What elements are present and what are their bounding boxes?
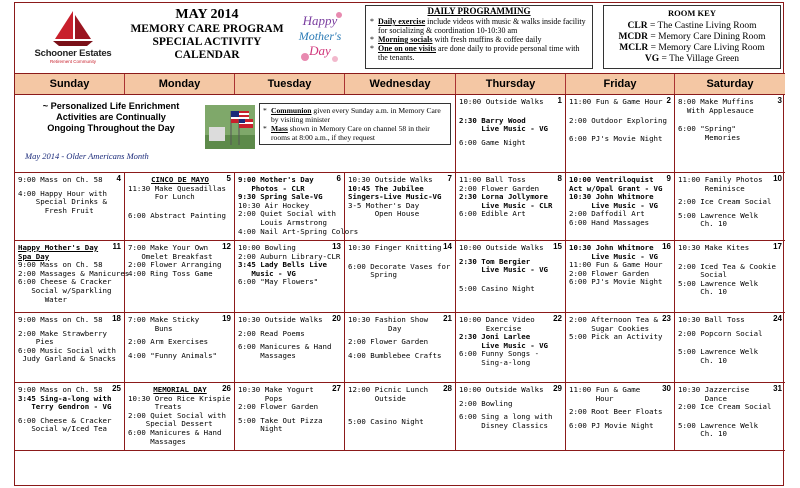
activity-line: 2:00 Outdoor Exploring [569,115,667,125]
sailboat-icon [51,9,95,47]
day-number: 17 [773,242,782,251]
activity-line: 2:00 Flower Garden [459,183,540,193]
activity-line: 2:00 Massages & Manicures [18,268,130,278]
day-cell [345,173,456,241]
activity-line: 10:00 Bowling [238,243,296,252]
room-desc: The Castine Living Room [657,21,757,31]
activity-line: 11:00 Fun & Game Hour [569,260,663,270]
activity-line: Terry Gendron - VG [18,402,112,412]
day-cell [566,173,675,241]
activity-line: 4:00 Nail Art-Spring Colors [238,226,359,236]
room-code: CLR [627,21,648,31]
activity-line: 5:00 Take Out Pizza [238,415,323,425]
week-row [15,173,785,241]
activity-line: 9:30 Spring Sale-VG [238,192,323,202]
room-desc: Memory Care Dining Room [658,32,766,42]
day-cell [345,383,456,451]
activity-line: Happy Mother's Day [18,243,99,252]
activity-line: 9:00 Mass on Ch. 58 [18,175,103,184]
activity-line: 2:30 Lorna Jollymore [459,192,548,202]
activity-line: 10:30 Fashion Show [348,315,429,324]
activity-line: 10:30 Ball Toss [678,315,745,324]
day-number: 1 [557,96,562,105]
day-cell [675,313,785,383]
activity-line: 6:00 Game Night [459,137,526,147]
activity-line: 2:30 Joni Larlee [459,332,531,342]
activity-line: 5:00 Casino Night [459,283,535,293]
day-cell [125,241,235,313]
day-cell [566,383,675,451]
daily-item-label: Morning socials [378,35,433,44]
activity-line: Live Music - VG [569,251,658,261]
activity-line: Live Music - VG [569,200,658,210]
day-cell [235,313,345,383]
activity-line: 2:00 Auburn Library-CLR [238,251,341,261]
flag-memorial-icon [205,105,255,149]
title-block [123,7,291,62]
weekday-friday: Friday [566,74,675,94]
daily-item-text: include videos with music & walks inside facility for socializing & coordination 10-10:30 am [378,17,586,35]
activity-line: 10:00 Outside Walks [459,243,544,252]
activity-line: 11:00 Fun & Game [569,385,641,394]
activity-line: 10:00 Outside Walks [459,385,544,394]
activity-line: CINCO DE MAYO [151,175,209,184]
day-cell [456,383,566,451]
activity-line: Massages [238,350,296,360]
day-number: 21 [443,314,452,323]
activity-line: 5:00 Pick an Activity [569,332,663,342]
enrichment-heading [21,101,201,134]
room-key-title: ROOM KEY [668,8,716,18]
day-cell [15,313,125,383]
room-key-row: CLR = The Castine Living Room [627,21,757,31]
daily-item: * One on one visits are done daily to provide personal time with the tenants. [370,44,580,62]
activity-line: 10:30 Jazzercise [678,385,750,394]
communion-text: given every Sunday a.m. in Memory Care by visiting minister [271,106,441,124]
banner-line: ~ Personalized Life Enrichment [42,101,180,111]
day-number: 6 [336,174,341,183]
activity-line: Judy Garland & Snacks [18,354,116,364]
activity-line: Day [348,323,402,333]
day-number: 4 [116,174,121,183]
room-desc: Memory Care Living Room [658,43,765,53]
activity-line: 5:00 Lawrence Welk [678,347,759,357]
weekday-thursday: Thursday [456,74,566,94]
activity-line: Massages [128,436,186,446]
mday-line-1: Happy [302,13,338,28]
activity-line: Treats [128,402,182,412]
day-cell [675,241,785,313]
activity-line: Photos - CLR [238,183,305,193]
activity-line: 10:00 Ventriloquist [569,175,654,184]
day-cell [675,173,785,241]
room-key-row: VG = The Village Green [644,54,740,64]
activity-line: 4:00 "Funny Animals" [128,350,217,360]
activity-line: 9:00 Mass on Ch. 58 [18,260,103,270]
activity-line: 2:00 Flower Garden [238,402,319,412]
activity-line: Disney Classics [459,420,548,430]
day-cell [456,241,566,313]
day-number: 30 [662,384,671,393]
activity-line: 2:00 Daffodil Art [569,209,645,219]
day-number: 20 [332,314,341,323]
activity-line: 2:00 Afternoon Tea & [569,315,658,324]
activity-line: Act w/Opal Grant - VG [569,183,663,193]
room-key-row: MCDR = Memory Care Dining Room [618,32,766,42]
day-number: 22 [553,314,562,323]
daily-programming-box [365,5,593,69]
daily-item: * Daily exercise include videos with music & walks inside facility for socializing & coordination 10-10:30 am [370,17,586,35]
day-cell [125,313,235,383]
communion-label: Communion [271,106,312,115]
day-cell [235,173,359,241]
day-cell [125,383,235,451]
day-number: 5 [226,174,231,183]
day-number: 29 [553,384,562,393]
activity-line: 10:30 Air Hockey [238,200,310,210]
activity-line: 2:00 Flower Garden [569,268,650,278]
room-key-box [603,5,781,69]
day-number: 7 [447,174,452,183]
day-number: 13 [332,242,341,251]
activity-line: 5:00 Lawrence Welk [678,420,759,430]
day-cell [456,95,566,173]
day-cell [456,173,566,241]
room-desc: The Village Green [669,54,740,64]
activity-line: Sugar Cookies [569,323,650,333]
activity-line: 10:30 Outside Walks [238,315,323,324]
schooner-logo [23,9,123,69]
day-number: 8 [557,174,562,183]
activity-line: 2:00 Read Poems [238,328,305,338]
day-number: 3 [777,96,782,105]
activity-line: Memories [678,132,741,142]
activity-line: Live Music - CLR [459,200,553,210]
activity-line: 9:00 Mother's Day [238,175,314,184]
activity-line: 10:30 Outside Walks [348,175,433,184]
activity-line: 10:30 Oreo Rice Krispie [128,393,231,403]
activity-line: Pies [18,337,54,347]
activity-line: 3:45 Lady Bells Live [238,260,327,270]
logo-subtitle: Retirement Community [49,59,96,64]
activity-line: 2:00 Make Strawberry [18,328,107,338]
title-line-3: CALENDAR [174,49,240,61]
activity-line: Outside [348,393,406,403]
weekday-wednesday: Wednesday [345,74,456,94]
activity-line: 6:00 Decorate Vases for [348,261,451,271]
daily-item-label: Daily exercise [378,17,426,26]
activity-line: Hour [569,393,614,403]
day-cell [235,241,345,313]
activity-line: MEMORIAL DAY [153,385,207,394]
activity-line: Live Music - VG [459,124,548,134]
activity-line: 2:00 Flower Arranging [128,260,222,270]
weekday-monday: Monday [125,74,235,94]
activity-line: 2:00 Quiet Social with [238,209,336,219]
day-number: 9 [666,174,671,183]
activity-line: 8:00 Make Muffins [678,97,754,106]
room-code: VG [644,54,660,64]
weekday-header [15,73,785,95]
activity-line: Ch. 10 [678,429,727,439]
mothers-day-art [295,7,345,67]
day-number: 25 [112,384,121,393]
banner-line: Ongoing Throughout the Day [47,123,175,133]
day-cell [15,241,130,313]
activity-line: 3-5 Mother's Day [348,200,420,210]
activity-line: 6:00 PJ's Movie Night [569,134,663,144]
activity-line: Pops [238,393,283,403]
activity-line: 2:00 Ice Cream Social [678,197,772,207]
week-row [15,313,785,383]
older-americans-subtitle: May 2014 - Older Americans Month [25,151,149,161]
activity-line: For Lunch [128,192,195,202]
day-number: 19 [222,314,231,323]
day-cell [566,241,675,313]
activity-line: 11:00 Fun & Game Hour [569,97,663,106]
room-code: MCLR [619,43,649,53]
activity-line: 6:00 Manicures & Hand [238,342,332,352]
calendar-page [14,2,784,486]
activity-line: 6:00 "May Flowers" [238,277,319,287]
activity-line: Social w/Sparkling [18,285,112,295]
activity-line: Omelet Breakfast [128,251,213,261]
activity-line: 11:30 Make Quesadillas [128,183,226,193]
title-line-1: MEMORY CARE PROGRAM [130,23,284,35]
activity-line: Live Music - VG [459,340,548,350]
day-number: 27 [332,384,341,393]
activity-line: 10:00 Dance Video [459,315,535,324]
banner-line: Activities are Continually [56,112,166,122]
activity-line: Spa Day [18,251,50,261]
activity-line: 2:00 Iced Tea & Cookie [678,261,776,271]
activity-line: 5:00 Lawrence Welk [678,210,759,220]
activity-line: 11:00 Family Photos [678,175,763,184]
activity-line: 10:30 Finger Knitting [348,243,442,252]
activity-line: 2:00 Flower Garden [348,337,429,347]
month-title: MAY 2014 [175,7,239,22]
title-line-2: SPECIAL ACTIVITY [152,36,262,48]
day-number: 11 [112,242,121,251]
activity-line: Louis Armstrong [238,217,327,227]
activity-line: 12:00 Picnic Lunch [348,385,429,394]
header [15,3,785,73]
day-cell [125,173,235,241]
activity-line: 4:00 Ring Toss Game [128,268,213,278]
activity-line: Live Music - VG [459,265,548,275]
activity-line: 6:00 Abstract Painting [128,210,226,220]
day-cell [15,383,125,451]
activity-line: 5:00 Lawrence Welk [678,278,759,288]
activity-line: 6:00 Hand Massages [569,217,650,227]
activity-line: Ch. 10 [678,287,727,297]
weekday-tuesday: Tuesday [235,74,345,94]
daily-item: * Morning socials with fresh muffins & coffee daily [370,35,542,44]
day-cell [566,313,675,383]
day-cell [345,313,456,383]
week-row [15,383,785,451]
activity-line: 6:00 PJ Movie Night [569,420,654,430]
daily-item-text: are done daily to provide personal time with the tenants. [378,44,580,62]
activity-line: 6:00 Cheese & Cracker [18,415,112,425]
day-number: 12 [222,242,231,251]
mday-line-3: Day [309,43,331,58]
activity-line: Exercise [459,323,522,333]
activity-line: Reminisce [678,183,745,193]
activity-line: Sing-a-long [459,357,531,367]
mass-text: shown in Memory Care on channel 58 in their rooms at 8:00 a.m., if they request [271,124,430,142]
activity-line: Water [18,294,67,304]
activity-line: 6:00 Sing a long with [459,412,553,422]
day-cell [15,173,125,241]
activity-line: Special Dessert [128,419,213,429]
activity-line: Spring [348,270,397,280]
activity-line: 6:00 "Spring" [678,124,736,134]
activity-line: 2:30 Barry Wood [459,115,526,125]
day-number: 18 [112,314,121,323]
activity-line: Special Drinks & [18,197,107,207]
calendar-grid [15,95,785,451]
activity-line: 2:00 Bowling [459,398,513,408]
day-number: 23 [662,314,671,323]
day-number: 16 [662,242,671,251]
daily-programming-title: DAILY PROGRAMMING [427,6,531,16]
activity-line: Ch. 10 [678,355,727,365]
activity-line: 6:00 Manicures & Hand [128,427,222,437]
activity-line: Music - VG [238,268,296,278]
activity-line: Night [238,424,283,434]
activity-line: 3:45 Sing-a-long with [18,393,112,403]
activity-line: 7:00 Make Your Own [128,243,209,252]
weekday-sunday: Sunday [15,74,125,94]
day-number: 14 [443,242,452,251]
activity-line: 4:00 Happy Hour with [18,188,107,198]
flower-icon [295,7,345,67]
logo-name: Schooner Estates [34,48,112,59]
activity-line: 10:45 The Jubilee [348,183,424,193]
communion-mass-box: * Communion given every Sunday a.m. in Memory Care by visiting minister * Mass shown in Memory Care on channel 58 in their rooms at 8:00 a.m., if they request [259,103,451,145]
day-number: 26 [222,384,231,393]
day-cell [566,95,675,173]
day-cell [456,313,566,383]
activity-line: 6:00 Music Social with [18,345,116,355]
activity-line: 5:00 Casino Night [348,417,424,427]
room-code: MCDR [618,32,649,42]
mass-label: Mass [271,124,288,133]
activity-line: 6:00 Cheese & Cracker [18,277,112,287]
activity-line: 10:30 John Whitmore [569,192,654,202]
activity-line: With Applesauce [678,105,754,115]
activity-line: 10:30 Make Yogurt [238,385,314,394]
activity-line: Social w/Iced Tea [18,424,107,434]
activity-line: 2:00 Root Beer Floats [569,407,663,417]
activity-line: 7:00 Make Sticky [128,315,200,324]
info-banner [15,95,456,173]
activity-line: 2:00 Popcorn Social [678,328,763,338]
activity-line: 4:00 Bumblebee Crafts [348,350,442,360]
activity-line: 2:00 Arm Exercises [128,337,209,347]
daily-item-label: One on one visits [378,44,437,53]
activity-line: Open House [348,209,420,219]
day-number: 10 [773,174,782,183]
activity-line: Social [678,270,727,280]
activity-line: 9:00 Mass on Ch. 58 [18,385,103,394]
mday-line-2: Mother's [298,29,342,43]
daily-item-text: with fresh muffins & coffee daily [432,35,542,44]
week-row [15,95,785,173]
day-cell [675,383,785,451]
activity-line: 2:00 Ice Cream Social [678,402,772,412]
day-number: 28 [443,384,452,393]
activity-line: 2:30 Tom Bergier [459,256,531,266]
activity-line: Singers-Live Music-VG [348,192,442,202]
day-number: 15 [553,242,562,251]
activity-line: 10:30 John Whitmore [569,243,654,252]
week-row [15,241,785,313]
day-number: 2 [666,96,671,105]
activity-line: 2:00 Quiet Social with [128,410,226,420]
day-cell [345,241,456,313]
room-key-row: MCLR = Memory Care Living Room [619,43,765,53]
activity-line: 6:00 Edible Art [459,209,526,219]
activity-line: 9:00 Mass on Ch. 58 [18,315,103,324]
activity-line: 10:30 Make Kites [678,243,750,252]
day-number: 24 [773,314,782,323]
day-cell [235,383,345,451]
activity-line: 11:00 Ball Toss [459,175,526,184]
activity-line: 6:00 PJ's Movie Night [569,277,663,287]
weekday-saturday: Saturday [706,78,754,90]
activity-line: Buns [128,323,173,333]
activity-line: Dance [678,393,727,403]
activity-line: Ch. 10 [678,219,727,229]
day-number: 31 [773,384,782,393]
day-cell [675,95,785,173]
activity-line: 6:00 Funny Songs - [459,349,540,359]
activity-line: Fresh Fruit [18,205,94,215]
activity-line: 10:00 Outside Walks [459,97,544,106]
